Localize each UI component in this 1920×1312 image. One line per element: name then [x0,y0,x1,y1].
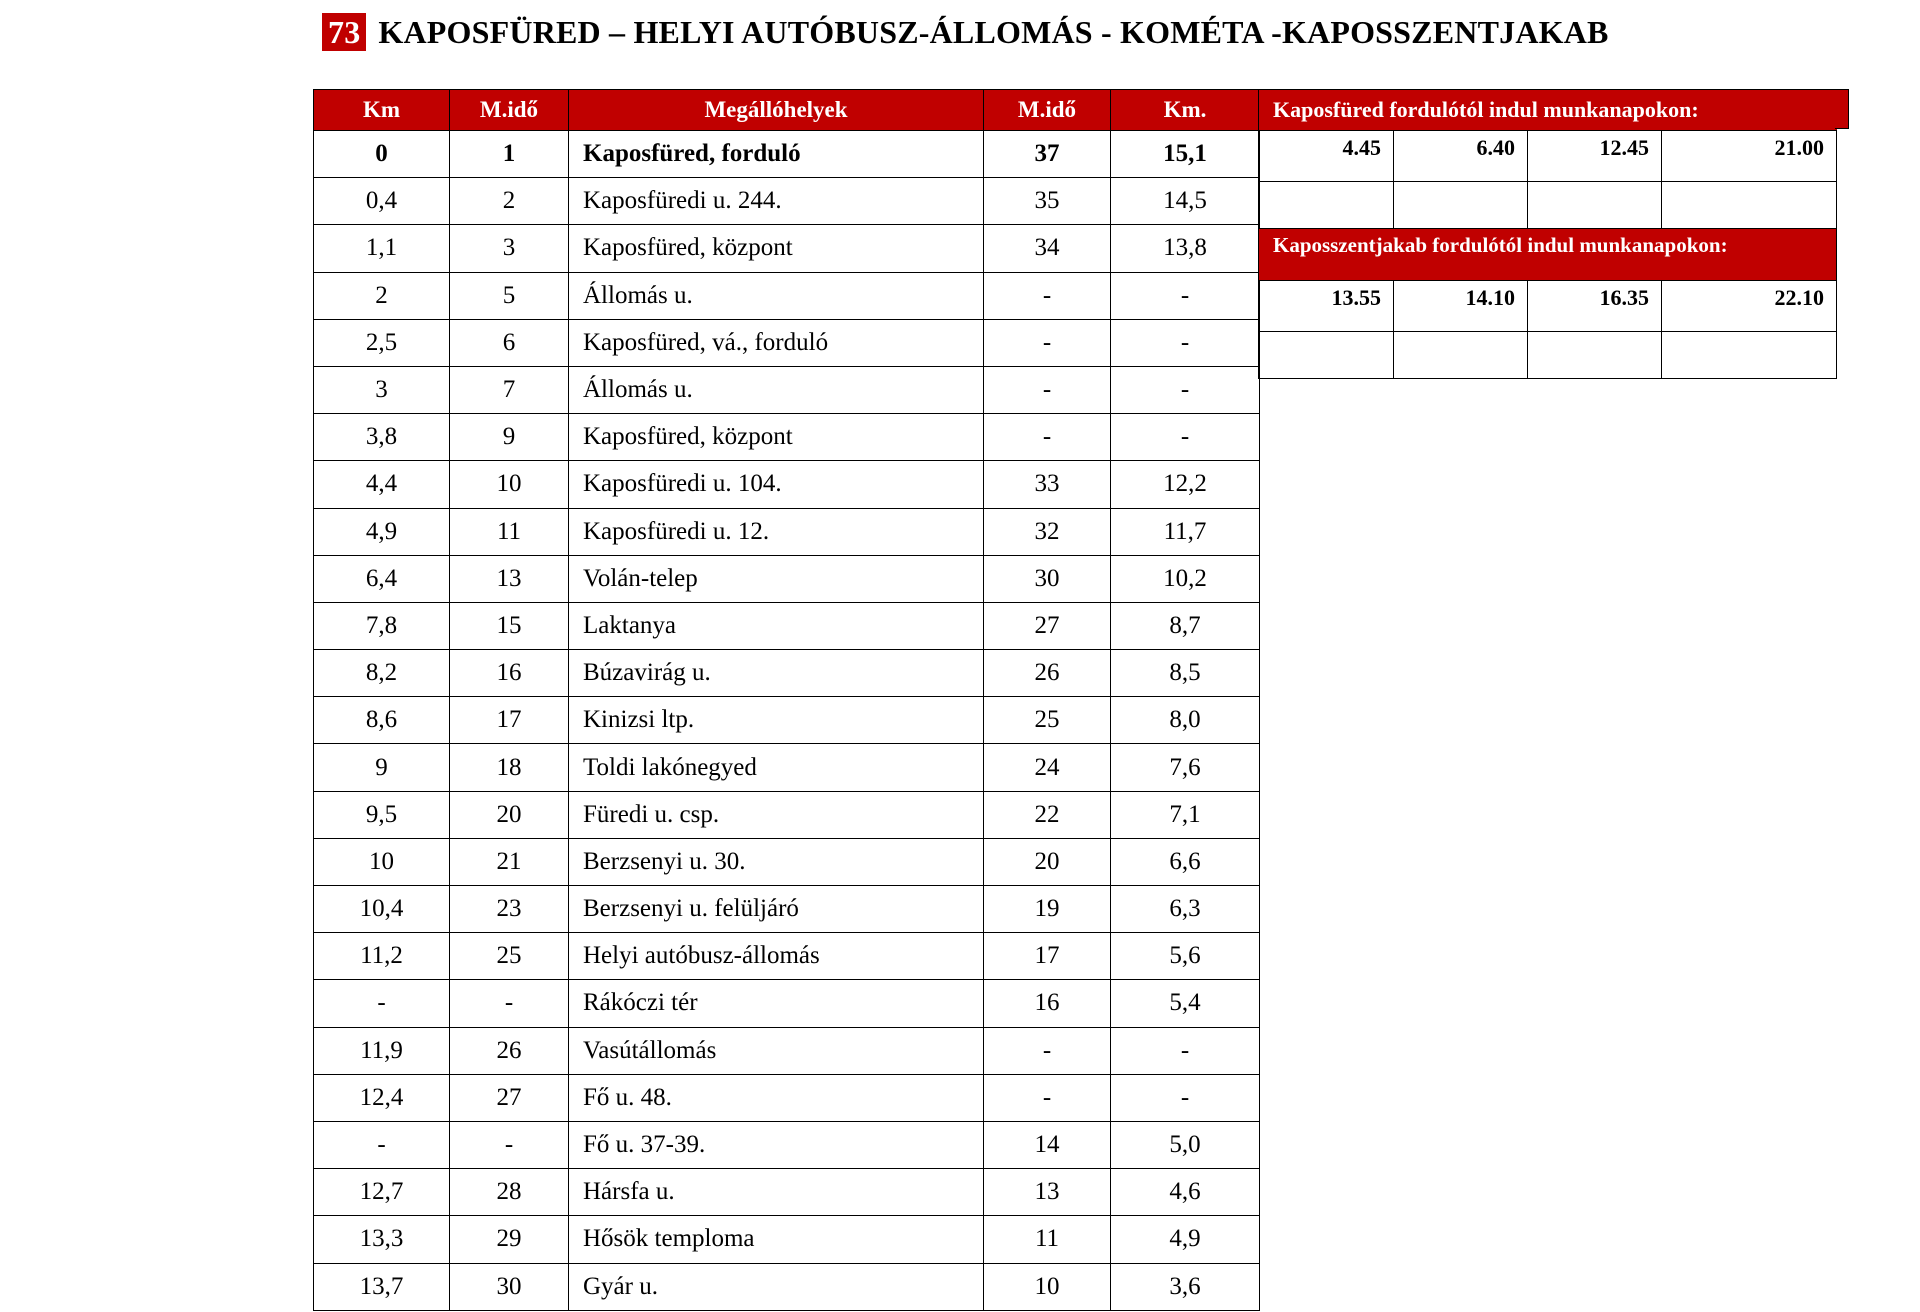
travel-time-cell: 6 [450,319,569,366]
stop-name-cell: Rákóczi tér [569,980,984,1027]
km-cell: 0 [314,131,450,178]
km-cell: 9 [314,744,450,791]
km-cell: 12,4 [314,1074,450,1121]
travel-time-return-cell: - [984,414,1111,461]
departure-time: 14.10 [1394,280,1528,331]
travel-time-return-cell: 14 [984,1121,1111,1168]
km-return-cell: 15,1 [1111,131,1260,178]
table-row [314,1074,1260,1121]
empty-cell [1662,331,1837,378]
travel-time-cell: 28 [450,1169,569,1216]
header-travel-time: M.idő [450,90,569,131]
km-return-cell: 4,9 [1111,1216,1260,1263]
stop-name-cell: Állomás u. [569,366,984,413]
empty-cell [1259,182,1394,229]
stop-name-cell: Helyi autóbusz-állomás [569,933,984,980]
table-row [314,791,1260,838]
km-return-cell: - [1111,414,1260,461]
stop-name-cell: Vasútállomás [569,1027,984,1074]
table-row [314,178,1260,225]
travel-time-return-cell: 22 [984,791,1111,838]
km-cell: 2 [314,272,450,319]
kaposfured-departures-header: Kaposfüred fordulótól indul munkanapokon: [1259,90,1837,131]
travel-time-return-cell: 11 [984,1216,1111,1263]
km-return-cell: 4,6 [1111,1169,1260,1216]
stop-name-cell: Kaposfüredi u. 104. [569,461,984,508]
travel-time-return-cell: 34 [984,225,1111,272]
travel-time-cell: 13 [450,555,569,602]
km-cell: 3 [314,366,450,413]
km-cell: 10,4 [314,886,450,933]
km-cell: 13,3 [314,1216,450,1263]
km-return-cell: 6,6 [1111,838,1260,885]
kaposszentjakab-times-row [1259,280,1837,331]
table-row [314,272,1260,319]
km-return-cell: 12,2 [1111,461,1260,508]
km-cell: 4,4 [314,461,450,508]
travel-time-cell: 10 [450,461,569,508]
travel-time-return-cell: 32 [984,508,1111,555]
km-cell: 1,1 [314,225,450,272]
table-row [314,650,1260,697]
table-row [314,225,1260,272]
header-travel-time-return: M.idő [984,90,1111,131]
travel-time-return-cell: - [984,1027,1111,1074]
travel-time-cell: 3 [450,225,569,272]
travel-time-return-cell: 30 [984,555,1111,602]
km-return-cell: 8,0 [1111,697,1260,744]
departure-time: 13.55 [1259,280,1394,331]
departure-time: 16.35 [1528,280,1662,331]
km-cell: 9,5 [314,791,450,838]
travel-time-cell: 21 [450,838,569,885]
travel-time-cell: - [450,1121,569,1168]
km-return-cell: 8,7 [1111,602,1260,649]
travel-time-cell: 2 [450,178,569,225]
header-km-return: Km. [1111,90,1260,131]
km-cell: 11,2 [314,933,450,980]
empty-cell [1662,182,1837,229]
travel-time-return-cell: 20 [984,838,1111,885]
page-title [322,12,1609,52]
km-cell: 4,9 [314,508,450,555]
empty-cell [1259,331,1394,378]
travel-time-cell: 30 [450,1263,569,1310]
stop-name-cell: Kaposfüred, központ [569,414,984,461]
empty-row [1259,182,1837,229]
km-return-cell: - [1111,272,1260,319]
travel-time-return-cell: - [984,272,1111,319]
km-return-cell: 5,0 [1111,1121,1260,1168]
departure-time: 22.10 [1662,280,1837,331]
km-cell: 2,5 [314,319,450,366]
km-return-cell: 10,2 [1111,555,1260,602]
stop-name-cell: Búzavirág u. [569,650,984,697]
route-number-badge: 73 [322,13,366,51]
stops-table-header-row [314,90,1260,131]
table-row [314,886,1260,933]
stop-name-cell: Kaposfüred, vá., forduló [569,319,984,366]
km-return-cell: 11,7 [1111,508,1260,555]
stop-name-cell: Kaposfüredi u. 244. [569,178,984,225]
departure-time: 21.00 [1662,131,1837,182]
departure-time: 6.40 [1394,131,1528,182]
empty-row [1259,331,1837,378]
travel-time-return-cell: 13 [984,1169,1111,1216]
stop-name-cell: Hársfa u. [569,1169,984,1216]
table-row [314,838,1260,885]
table-row [314,366,1260,413]
departure-time: 12.45 [1528,131,1662,182]
table-row [314,131,1260,178]
km-return-cell: 13,8 [1111,225,1260,272]
km-cell: 3,8 [314,414,450,461]
travel-time-return-cell: - [984,319,1111,366]
km-cell: 11,9 [314,1027,450,1074]
table-row [314,1263,1260,1310]
stop-name-cell: Kinizsi ltp. [569,697,984,744]
empty-cell [1394,182,1528,229]
travel-time-cell: 26 [450,1027,569,1074]
km-return-cell: 5,6 [1111,933,1260,980]
route-title-text: KAPOSFÜRED – HELYI AUTÓBUSZ-ÁLLOMÁS - KOMÉTA -KAPOSSZENTJAKAB [378,13,1609,50]
km-return-cell: - [1111,1027,1260,1074]
travel-time-cell: 16 [450,650,569,697]
travel-time-return-cell: 24 [984,744,1111,791]
stop-name-cell: Gyár u. [569,1263,984,1310]
travel-time-cell: 25 [450,933,569,980]
stop-name-cell: Berzsenyi u. 30. [569,838,984,885]
travel-time-cell: 7 [450,366,569,413]
km-return-cell: 6,3 [1111,886,1260,933]
travel-time-return-cell: 35 [984,178,1111,225]
table-row [314,319,1260,366]
departure-time: 4.45 [1259,131,1394,182]
table-row [314,414,1260,461]
km-return-cell: - [1111,319,1260,366]
km-cell: 10 [314,838,450,885]
travel-time-cell: 17 [450,697,569,744]
travel-time-return-cell: 26 [984,650,1111,697]
table-row [314,1169,1260,1216]
stop-name-cell: Laktanya [569,602,984,649]
travel-time-cell: - [450,980,569,1027]
travel-time-cell: 27 [450,1074,569,1121]
travel-time-cell: 18 [450,744,569,791]
travel-time-return-cell: 33 [984,461,1111,508]
travel-time-cell: 23 [450,886,569,933]
km-cell: 8,2 [314,650,450,697]
empty-cell [1528,182,1662,229]
table-row [314,744,1260,791]
empty-cell [1394,331,1528,378]
stop-name-cell: Kaposfüred, központ [569,225,984,272]
km-cell: 7,8 [314,602,450,649]
travel-time-return-cell: 10 [984,1263,1111,1310]
header-stops: Megállóhelyek [569,90,984,131]
km-cell: 12,7 [314,1169,450,1216]
table-row [314,602,1260,649]
table-row [314,933,1260,980]
travel-time-cell: 20 [450,791,569,838]
stop-name-cell: Toldi lakónegyed [569,744,984,791]
travel-time-return-cell: 27 [984,602,1111,649]
travel-time-return-cell: 37 [984,131,1111,178]
stop-name-cell: Füredi u. csp. [569,791,984,838]
km-cell: - [314,980,450,1027]
travel-time-cell: 9 [450,414,569,461]
km-cell: - [314,1121,450,1168]
stops-table [313,89,1260,1311]
km-return-cell: 5,4 [1111,980,1260,1027]
travel-time-return-cell: 25 [984,697,1111,744]
stops-table-body [314,131,1260,1311]
km-return-cell: - [1111,366,1260,413]
km-cell: 8,6 [314,697,450,744]
travel-time-cell: 11 [450,508,569,555]
km-return-cell: 7,6 [1111,744,1260,791]
travel-time-cell: 1 [450,131,569,178]
table-row [314,1027,1260,1074]
km-return-cell: 3,6 [1111,1263,1260,1310]
table-row [314,461,1260,508]
travel-time-return-cell: 16 [984,980,1111,1027]
travel-time-return-cell: - [984,1074,1111,1121]
km-return-cell: - [1111,1074,1260,1121]
travel-time-return-cell: 19 [984,886,1111,933]
kaposszentjakab-departures-header: Kaposszentjakab fordulótól indul munkanapokon: [1259,229,1837,280]
table-row [314,555,1260,602]
table-row [314,1216,1260,1263]
km-return-cell: 8,5 [1111,650,1260,697]
kaposfured-times-row [1259,131,1837,182]
stop-name-cell: Kaposfüred, forduló [569,131,984,178]
travel-time-cell: 5 [450,272,569,319]
stop-name-cell: Volán-telep [569,555,984,602]
empty-cell [1528,331,1662,378]
km-return-cell: 14,5 [1111,178,1260,225]
km-return-cell: 7,1 [1111,791,1260,838]
travel-time-return-cell: 17 [984,933,1111,980]
table-row [314,1121,1260,1168]
km-cell: 6,4 [314,555,450,602]
table-row [314,697,1260,744]
header-km: Km [314,90,450,131]
table-row [314,980,1260,1027]
stop-name-cell: Berzsenyi u. felüljáró [569,886,984,933]
stop-name-cell: Hősök temploma [569,1216,984,1263]
travel-time-return-cell: - [984,366,1111,413]
table-row [314,508,1260,555]
stop-name-cell: Állomás u. [569,272,984,319]
travel-time-cell: 29 [450,1216,569,1263]
stop-name-cell: Fő u. 37-39. [569,1121,984,1168]
km-cell: 0,4 [314,178,450,225]
stop-name-cell: Fő u. 48. [569,1074,984,1121]
km-cell: 13,7 [314,1263,450,1310]
departures-table [1258,89,1837,379]
travel-time-cell: 15 [450,602,569,649]
stop-name-cell: Kaposfüredi u. 12. [569,508,984,555]
header-extension [1835,89,1849,129]
